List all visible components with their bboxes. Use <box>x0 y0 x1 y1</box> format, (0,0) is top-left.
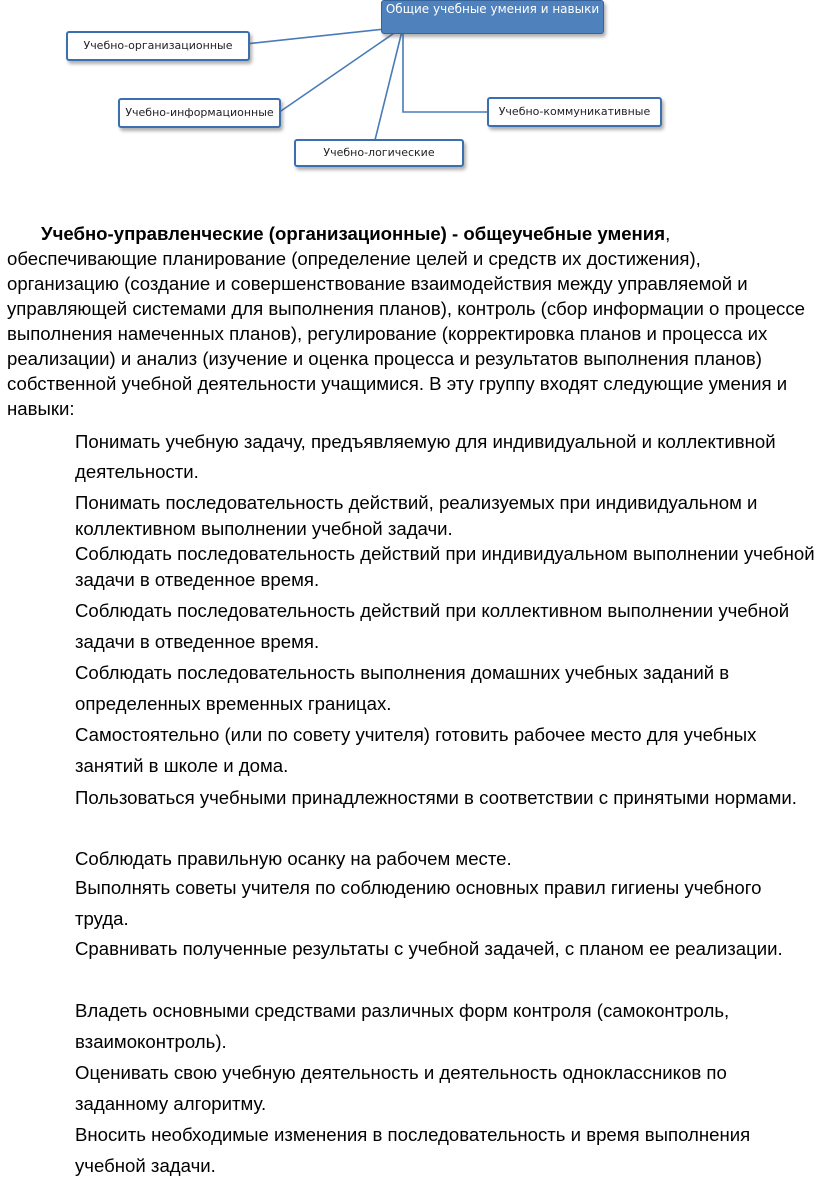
skills-diagram <box>0 0 816 175</box>
list-item: Оценивать свою учебную деятельность и деятельность одноклассников по заданному алгоритму. <box>75 1062 727 1114</box>
list-item: Выполнять советы учителя по соблюдению основных правил гигиены учебного труда. <box>75 877 762 929</box>
list-item: Соблюдать последовательность действий при индивидуальном выполнении учебной задачи в отведенное время. <box>75 543 815 590</box>
list-item: Вносить необходимые изменения в последовательность и время выполнения учебной задачи. <box>75 1124 751 1176</box>
paragraph-body: , обеспечивающие планирование (определение целей и средств их достижения), организацию (создание и совершенствование взаимодействия между управляемой и управляющей системами для выполнения планов), контроль (сбор информации о процессе выполнения намеченных планов), регулирование (корректировка планов и процесса их реализации) и анализ (изучение и оценка процесса и результатов выполнения планов) собственной учебной деятельности учащимися. В эту группу входят следующие умения и навыки: <box>7 223 805 419</box>
diagram-node-organizational <box>66 31 250 61</box>
paragraph-lead: Учебно-управленческие (организационные) - общеучебные умения <box>41 223 666 244</box>
list-item: Соблюдать правильную осанку на рабочем месте. <box>75 848 512 869</box>
node-label: Учебно-коммуникативные <box>498 105 651 118</box>
list-item: Соблюдать последовательность действий при коллективном выполнении учебной задачи в отведенное время. <box>75 600 790 652</box>
node-label: Учебно-организационные <box>83 39 233 52</box>
list-item: Сравнивать полученные результаты с учебной задачей, с планом ее реализации. <box>75 938 783 959</box>
intro-paragraph <box>7 221 809 421</box>
connector-comm <box>403 27 488 112</box>
root-node-label: Общие учебные умения и навыки <box>385 2 600 16</box>
diagram-root-node <box>381 0 604 34</box>
list-item: Самостоятельно (или по совету учителя) готовить рабочее место для учебных занятий в школе и дома. <box>75 724 757 776</box>
diagram-node-communicative <box>487 97 662 127</box>
list-item: Понимать учебную задачу, предъявляемую для индивидуальной и коллективной деятельности. <box>75 431 776 482</box>
diagram-node-informational <box>118 98 281 128</box>
list-item: Понимать последовательность действий, реализуемых при индивидуальном и коллективном выполнении учебной задачи. <box>75 492 758 539</box>
list-item: Соблюдать последовательность выполнения домашних учебных заданий в определенных временных границах. <box>75 662 730 714</box>
connector-org <box>227 27 403 46</box>
diagram-node-logical <box>294 139 464 167</box>
list-item: Пользоваться учебными принадлежностями в соответствии с принятыми нормами. <box>75 787 797 808</box>
node-label: Учебно-логические <box>323 146 435 159</box>
list-item: Владеть основными средствами различных форм контроля (самоконтроль, взаимоконтроль). <box>75 1000 730 1052</box>
node-label: Учебно-информационные <box>125 106 274 119</box>
